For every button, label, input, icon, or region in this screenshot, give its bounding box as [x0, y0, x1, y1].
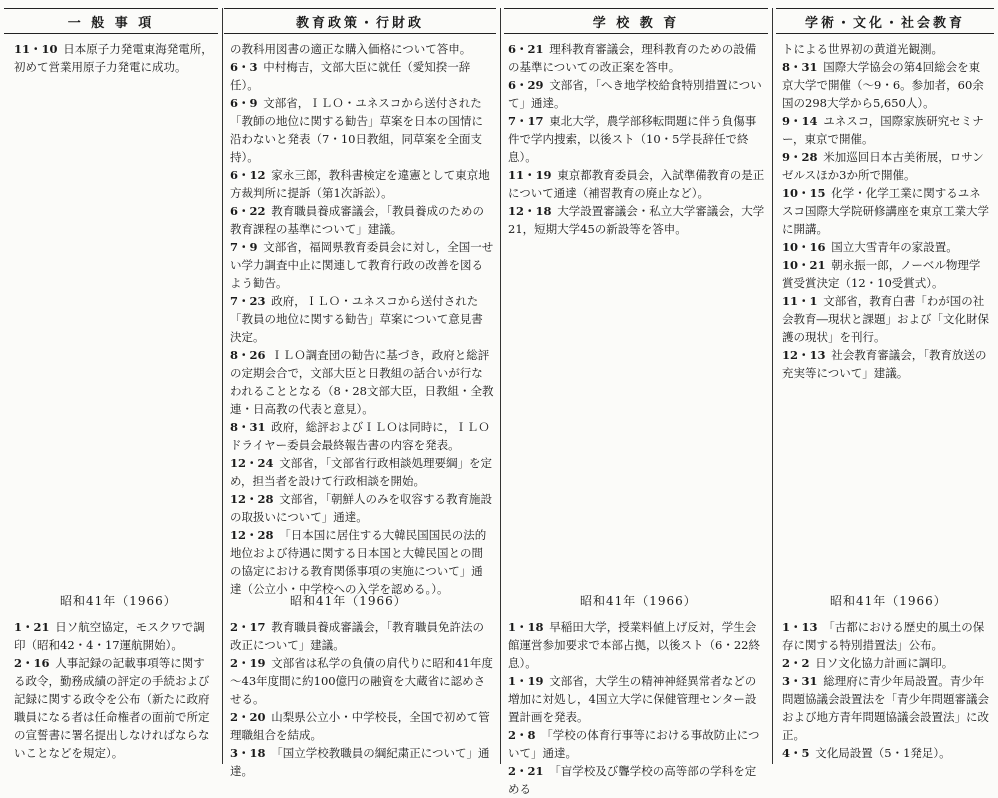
- entry-text: 山梨県公立小・中学校長，全国で初めて管理職組合を結成。: [230, 710, 490, 742]
- chronology-entry: [230, 618, 494, 654]
- column-divider: [772, 8, 773, 764]
- entry-text: 文部省は私学の負債の肩代りに昭和41年度～43年度間に約100億円の融資を大蔵省に認めさせる。: [230, 656, 493, 706]
- chronology-entry: [230, 292, 494, 346]
- entry-date: 3・18: [230, 746, 266, 760]
- entry-text: ユネスコ，国際家族研究セミナー，東京で開催。: [782, 114, 984, 146]
- chronology-entry: [782, 238, 990, 256]
- entry-date: 11・1: [782, 294, 818, 308]
- entry-text: 国立大雪青年の家設置。: [831, 240, 958, 254]
- entry-date: 12・18: [508, 204, 552, 218]
- entry-text: 朝永振一郎，ノーベル物理学賞受賞決定（12・10受賞式）。: [782, 258, 981, 290]
- entry-text: の教科用図書の適正な購入価格について答申。: [230, 42, 472, 56]
- entry-date: 6・29: [508, 78, 544, 92]
- chronology-entry: [782, 58, 990, 112]
- entry-date: 12・28: [230, 492, 274, 506]
- entry-text: 社会教育審議会，「教育放送の充実等について」建議。: [782, 348, 987, 380]
- entry-date: 1・21: [14, 620, 50, 634]
- entry-text: 「盲学校及び聾学校の高等部の学科を定める: [508, 764, 757, 796]
- entry-text: 「日本国に居住する大韓民国国民の法的地位および待遇に関する日本国と大韓民国との間の協定における教育関係事項の実施について」通達（公立小・中学校への入学を認める。）。: [230, 528, 487, 596]
- entry-date: 6・21: [508, 42, 544, 56]
- col-culture-bottom: [782, 618, 990, 762]
- chronology-entry: [782, 40, 990, 58]
- entry-text: 「学校の体育行事等における事故防止について」通達。: [508, 728, 760, 760]
- chronology-entry: [782, 184, 990, 238]
- chronology-entry: [230, 490, 494, 526]
- entry-date: 10・15: [782, 186, 826, 200]
- chronology-entry: [782, 256, 990, 292]
- entry-text: 文部省，教育白書「わが国の社会教育―現状と課題」および「文化財保護の現状」を刊行。: [782, 294, 989, 344]
- entry-text: 「国立学校教職員の綱紀粛正について」通達。: [230, 746, 490, 778]
- chronology-entry: [508, 202, 766, 238]
- entry-date: 2・17: [230, 620, 266, 634]
- entry-date: 12・13: [782, 348, 826, 362]
- era-label: 昭和41年（1966）: [830, 594, 947, 608]
- col-general-top: [14, 40, 216, 76]
- chronology-entry: [782, 346, 990, 382]
- chronology-entry: [230, 526, 494, 598]
- chronology-entry: [508, 76, 766, 112]
- entry-date: 10・21: [782, 258, 826, 272]
- chronology-entry: [508, 672, 766, 726]
- entry-text: ＩＬＯ調査団の勧告に基づき，政府と総評の定期会合で，文部大臣と日教組の話合いが行なわれることとなる（8・28文部大臣，日教組・全教連・日高教の代表と意見）。: [230, 348, 494, 416]
- entry-text: 文部省，「文部省行政相談処理要綱」を定め，担当者を設けて行政相談を開始。: [230, 456, 493, 488]
- entry-date: 2・8: [508, 728, 536, 742]
- chronology-entry: [230, 346, 494, 418]
- entry-text: 東北大学，農学部移転問題に伴う負傷事件で学内捜索，以後スト（10・5学長辞任で終息）。: [508, 114, 757, 164]
- entry-date: 2・21: [508, 764, 544, 778]
- entry-text: 「古都における歴史的風土の保存に関する特別措置法」公布。: [782, 620, 985, 652]
- entry-text: 東京都教育委員会，入試準備教育の是正について通達（補習教育の廃止など）。: [508, 168, 765, 200]
- entry-text: 化学・化学工業に関するユネスコ国際大学院研修講座を東京工業大学に開講。: [782, 186, 989, 236]
- entry-text: 国際大学協会の第4回総会を東京大学で開催（～9・6。参加者，60余国の298大学から5,650人）。: [782, 60, 984, 110]
- header-general: 一 般 事 項: [4, 8, 218, 34]
- chronology-entry: [230, 744, 494, 780]
- entry-date: 6・9: [230, 96, 258, 110]
- chronology-entry: [782, 654, 990, 672]
- entry-text: 家永三郎，教科書検定を違憲として東京地方裁判所に提訴（第1次訴訟）。: [230, 168, 490, 200]
- chronology-entry: [230, 238, 494, 292]
- entry-text: 政府，ＩＬＯ・ユネスコから送付された「教員の地位に関する勧告」草案について意見書決定。: [230, 294, 483, 344]
- chronology-entry: [782, 618, 990, 654]
- entry-text: 文化局設置（5・1発足）。: [815, 746, 951, 760]
- era-label: 昭和41年（1966）: [60, 594, 177, 608]
- header-school: 学 校 教 育: [504, 8, 768, 34]
- chronology-entry: [782, 148, 990, 184]
- entry-text: 米加巡回日本古美術展，ロサンゼルスほか3か所で開催。: [782, 150, 984, 182]
- entry-date: 2・2: [782, 656, 810, 670]
- entry-date: 2・20: [230, 710, 266, 724]
- entry-date: 8・31: [782, 60, 818, 74]
- entry-text: 文部省，「へき地学校給食特別措置について」通達。: [508, 78, 762, 110]
- entry-text: 理科教育審議会，理科教育のための設備の基準についての改正案を答申。: [508, 42, 757, 74]
- entry-date: 6・3: [230, 60, 258, 74]
- header-culture: 学術・文化・社会教育: [776, 8, 994, 34]
- entry-date: 8・31: [230, 420, 266, 434]
- col-general-bottom: [14, 618, 216, 762]
- entry-text: 文部省，ＩＬＯ・ユネスコから送付された「教師の地位に関する勧告」草案を日本の国情に沿わないと発表（7・10日教組，同草案を全面支持）。: [230, 96, 483, 164]
- chronology-entry: [14, 654, 216, 762]
- chronology-entry: [782, 112, 990, 148]
- chronology-entry: [782, 292, 990, 346]
- col-policy-top: [230, 40, 494, 598]
- entry-text: 文部省，大学生の精神神経異常者などの増加に対処し，4国立大学に保健管理センター設置計画を発表。: [508, 674, 757, 724]
- col-school-top: [508, 40, 766, 238]
- entry-date: 6・12: [230, 168, 266, 182]
- chronology-entry: [14, 40, 216, 76]
- entry-text: 日ソ文化協力計画に調印。: [815, 656, 954, 670]
- entry-text: 早稲田大学，授業料値上げ反対，学生会館運営参加要求で本部占拠，以後スト（6・22終息）。: [508, 620, 760, 670]
- entry-date: 10・16: [782, 240, 826, 254]
- entry-text: トによる世界初の黄道光観測。: [782, 42, 943, 56]
- entry-date: 11・19: [508, 168, 552, 182]
- entry-text: 日ソ航空協定，モスクワで調印（昭和42・4・17運航開始）。: [14, 620, 205, 652]
- chronology-entry: [782, 672, 990, 744]
- entry-date: 1・13: [782, 620, 818, 634]
- era-label: 昭和41年（1966）: [290, 594, 407, 608]
- entry-text: 文部省，「朝鮮人のみを収容する教育施設の取扱いについて」通達。: [230, 492, 493, 524]
- entry-date: 1・18: [508, 620, 544, 634]
- entry-date: 11・10: [14, 42, 58, 56]
- chronology-entry: [508, 112, 766, 166]
- entry-date: 2・16: [14, 656, 50, 670]
- column-divider: [500, 8, 501, 764]
- chronology-entry: [508, 762, 766, 798]
- entry-text: 中村梅吉，文部大臣に就任（愛知揆一辞任）。: [230, 60, 471, 92]
- chronology-entry: [230, 708, 494, 744]
- entry-text: 人事記録の記載事項等に関する政令，勤務成績の評定の手続および記録に関する政令を公布（新たに政府職員になる者は任命権者の面前で所定の宣誓書に署名提出しなければならないことなどを規定）。: [14, 656, 210, 760]
- chronology-entry: [230, 166, 494, 202]
- entry-date: 6・22: [230, 204, 266, 218]
- chronology-entry: [782, 744, 990, 762]
- chronology-entry: [230, 202, 494, 238]
- chronology-entry: [230, 58, 494, 94]
- chronology-entry: [508, 618, 766, 672]
- chronology-entry: [230, 454, 494, 490]
- chronology-entry: [230, 654, 494, 708]
- entry-date: 1・19: [508, 674, 544, 688]
- entry-date: 7・23: [230, 294, 266, 308]
- entry-text: 教育職員養成審議会，「教育職員免許法の改正について」建議。: [230, 620, 485, 652]
- entry-date: 3・31: [782, 674, 818, 688]
- entry-date: 7・17: [508, 114, 544, 128]
- entry-text: 日本原子力発電東海発電所，初めて営業用原子力発電に成功。: [14, 42, 213, 74]
- entry-date: 12・24: [230, 456, 274, 470]
- chronology-entry: [508, 726, 766, 762]
- col-policy-bottom: [230, 618, 494, 780]
- entry-date: 9・28: [782, 150, 818, 164]
- col-school-bottom: [508, 618, 766, 798]
- chronology-entry: [14, 618, 216, 654]
- entry-date: 12・28: [230, 528, 274, 542]
- entry-date: 9・14: [782, 114, 818, 128]
- column-divider: [222, 8, 223, 764]
- entry-text: 総理府に青少年局設置。青少年問題協議会設置法を「青少年問題審議会および地方青年問題協議会設置法」に改正。: [782, 674, 989, 742]
- col-culture-top: [782, 40, 990, 382]
- era-label: 昭和41年（1966）: [580, 594, 697, 608]
- chronology-entry: [230, 94, 494, 166]
- entry-text: 文部省，福岡県教育委員会に対し，全国一せい学力調査中止に関連して教育行政の改善を図るよう勧告。: [230, 240, 494, 290]
- header-policy: 教育政策・行財政: [224, 8, 496, 34]
- entry-date: 4・5: [782, 746, 810, 760]
- entry-text: 大学設置審議会・私立大学審議会，大学21，短期大学45の新設等を答申。: [508, 204, 765, 236]
- entry-text: 政府，総評およびＩＬＯは同時に，ＩＬＯドライヤー委員会最終報告書の内容を発表。: [230, 420, 490, 452]
- entry-date: 8・26: [230, 348, 266, 362]
- entry-date: 7・9: [230, 240, 258, 254]
- chronology-entry: [508, 166, 766, 202]
- chronology-entry: [230, 418, 494, 454]
- entry-text: 教育職員養成審議会，「教員養成のための教育課程の基準について」建議。: [230, 204, 485, 236]
- chronology-entry: [230, 40, 494, 58]
- chronology-entry: [508, 40, 766, 76]
- entry-date: 2・19: [230, 656, 266, 670]
